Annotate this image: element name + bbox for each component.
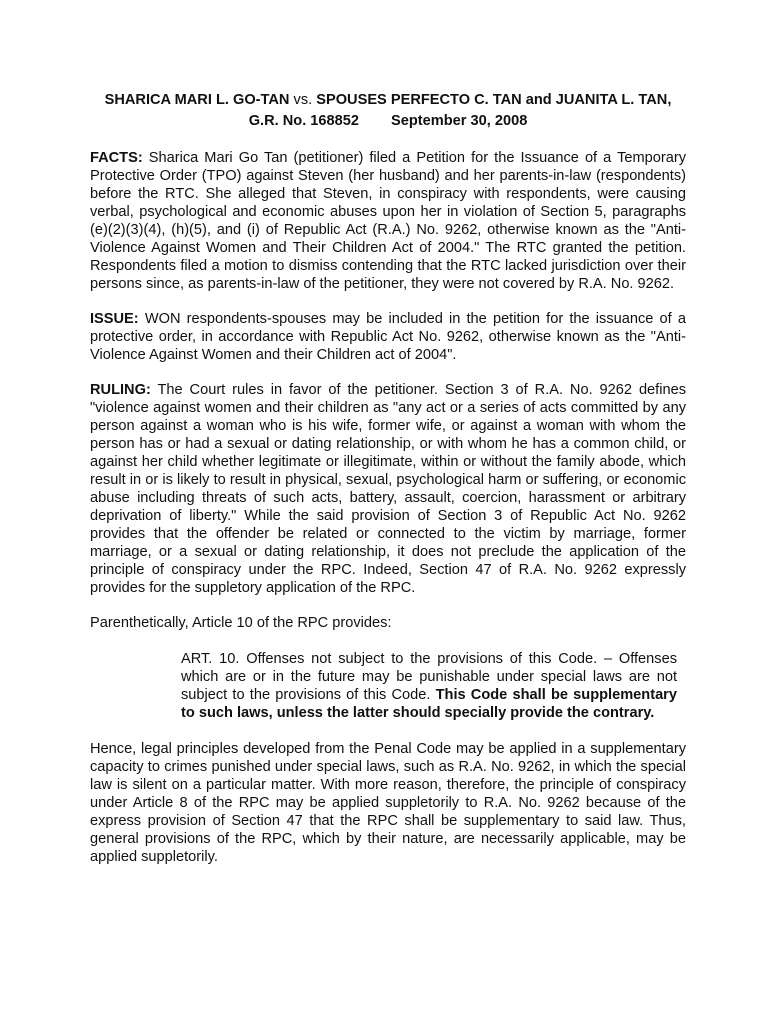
petitioner-name: SHARICA MARI L. GO-TAN xyxy=(104,92,290,108)
ruling-text: The Court rules in favor of the petitioner. Section 3 of R.A. No. 9262 defines "violence against women and their children as "any act or a series of acts committed by any person against a woman who is his wife, former wife, or against a woman with whom the person has or had a sexual or dating relationship, or with whom he has a common child, or against her child whether legitimate or illegitimate, within or without the family abode, which result in or is likely to result in physical, sexual, psychological harm or suffering, or economic abuse including threats of such acts, battery, assault, coercion, harassment or arbitrary deprivation of liberty." While the said provision of Section 3 of Republic Act No. 9262 provides that the offender be related or connected to the victim by marriage, former marriage, or a sexual or dating relationship, it does not preclude the application of the principle of conspiracy under the RPC. Indeed, Section 47 of R.A. No. 9262 expressly provides for the suppletory application of the RPC. xyxy=(90,382,687,596)
parenthetically-paragraph: Parenthetically, Article 10 of the RPC provides: xyxy=(90,615,392,631)
case-title-line xyxy=(90,90,686,111)
issue-paragraph xyxy=(90,310,686,364)
ruling-paragraph xyxy=(90,381,686,597)
document-page xyxy=(90,90,686,866)
article-10-blockquote xyxy=(181,650,677,722)
ruling-label: RULING: xyxy=(90,382,151,398)
versus-label: vs. xyxy=(293,92,313,108)
decision-date: September 30, 2008 xyxy=(391,113,528,129)
article-10-bold-text: This Code shall be supplementary to such laws, unless the latter should specially provide the contrary. xyxy=(181,687,677,721)
article-10-text: ART. 10. Offenses not subject to the provisions of this Code. – Offenses which are or in the future may be punishable under special laws are not subject to the provisions of this Code. xyxy=(181,651,677,703)
case-reference-line xyxy=(90,111,686,132)
facts-label: FACTS: xyxy=(90,150,143,166)
issue-label: ISSUE: xyxy=(90,311,139,327)
hence-paragraph: Hence, legal principles developed from the Penal Code may be applied in a supplementary capacity to crimes punished under special laws, such as R.A. No. 9262, in which the special law is silent on a particular matter. With more reason, therefore, the principle of conspiracy under Article 8 of the RPC may be applied suppletorily to R.A. No. 9262 because of the express provision of Section 47 that the RPC shall be supplementary to said law. Thus, general provisions of the RPC, which by their nature, are necessarily applicable, may be applied suppletorily. xyxy=(90,741,686,865)
facts-paragraph xyxy=(90,149,686,293)
respondents-name: SPOUSES PERFECTO C. TAN and JUANITA L. TAN, xyxy=(316,92,672,108)
issue-text: WON respondents-spouses may be included in the petition for the issuance of a protective order, in accordance with Republic Act No. 9262, otherwise known as the "Anti-Violence Against Women and their Children act of 2004". xyxy=(90,311,687,363)
gr-number: G.R. No. 168852 xyxy=(248,113,360,129)
facts-text: Sharica Mari Go Tan (petitioner) filed a Petition for the Issuance of a Temporary Protective Order (TPO) against Steven (her husband) and her parents-in-law (respondents) before the RTC. She alleged that Steven, in conspiracy with respondents, were causing verbal, psychological and economic abuses upon her in violation of Section 5, paragraphs (e)(2)(3)(4), (h)(5), and (i) of Republic Act (R.A.) No. 9262, otherwise known as the "Anti-Violence Against Women and Their Children Act of 2004." The RTC granted the petition. Respondents filed a motion to dismiss contending that the RTC lacked jurisdiction over their persons since, as parents-in-law of the petitioner, they were not covered by R.A. No. 9262. xyxy=(90,150,687,292)
